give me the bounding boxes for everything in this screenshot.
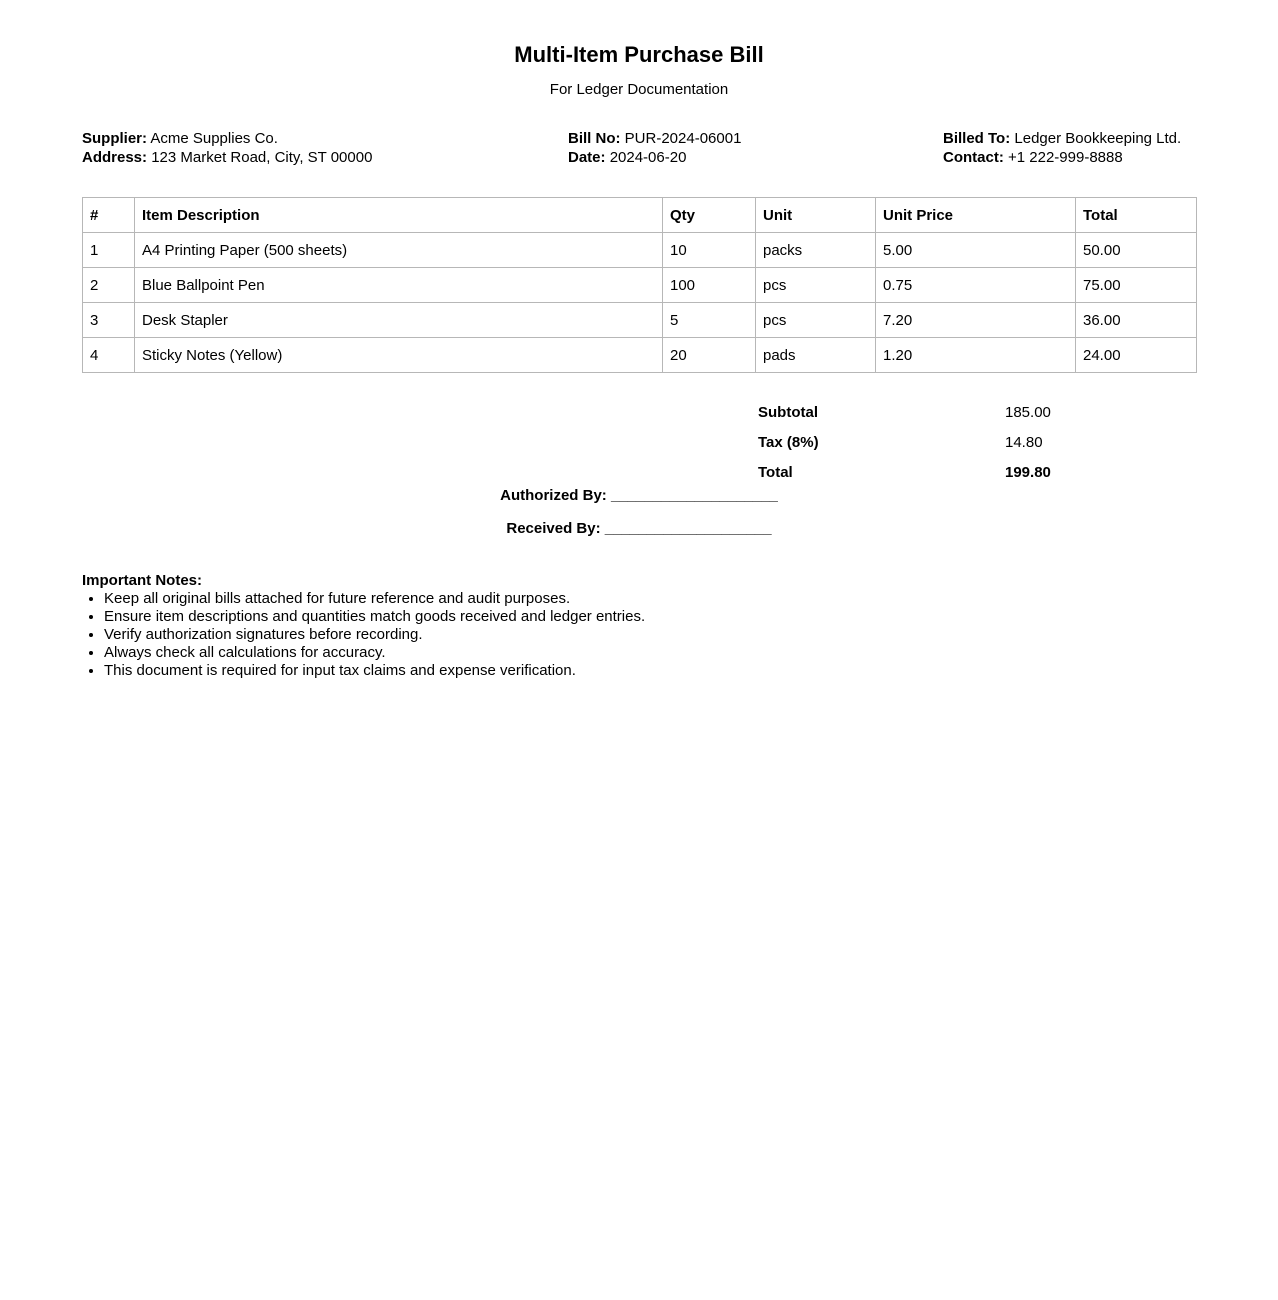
parties-info [82,129,1196,167]
billed-to-block [943,129,1196,167]
note-item: • Keep all original bills attached for future reference and audit purposes. [104,590,1196,608]
table-cell: Blue Ballpoint Pen [135,268,663,303]
bill-no-value: PUR-2024-06001 [624,130,742,147]
table-cell: A4 Printing Paper (500 sheets) [135,233,663,268]
signature-label: Received By: [506,520,605,537]
table-row [83,303,1197,338]
contact-line [943,148,1196,167]
supplier-value: Acme Supplies Co. [150,130,278,147]
column-header: Item Description [135,198,663,233]
bill-block [568,129,943,167]
billed-to-label: Billed To: [943,130,1011,147]
bill-no-line [568,129,943,148]
table-cell: 4 [83,338,135,373]
totals-section [82,397,1196,487]
table-cell: 24.00 [1076,338,1197,373]
note-item: • This document is required for input tax claims and expense verification. [104,662,1196,680]
column-header: # [83,198,135,233]
date-value: 2024-06-20 [609,149,687,166]
table-cell: pcs [756,268,876,303]
note-item: • Always check all calculations for accuracy. [104,644,1196,662]
table-cell: 10 [663,233,756,268]
table-cell: 1 [83,233,135,268]
table-cell: 100 [663,268,756,303]
signature-row [82,487,1196,505]
signature-label: Authorized By: [500,487,611,504]
totals-row [758,427,1196,457]
table-cell: 20 [663,338,756,373]
note-item: • Verify authorization signatures before recording. [104,626,1196,644]
bill-no-label: Bill No: [568,130,621,147]
table-cell: 2 [83,268,135,303]
billed-to-value: Ledger Bookkeeping Ltd. [1014,130,1182,147]
contact-label: Contact: [943,149,1004,166]
totals-row [758,457,1196,487]
table-header-row [83,198,1197,233]
table-cell: 36.00 [1076,303,1197,338]
note-item: • Ensure item descriptions and quantities match goods received and ledger entries. [104,608,1196,626]
date-line [568,148,943,167]
address-line [82,148,568,167]
page-title: Multi-Item Purchase Bill [514,42,764,67]
supplier-block [82,129,568,167]
signature-row [82,520,1196,538]
table-cell: 0.75 [876,268,1076,303]
contact-value: +1 222-999-8888 [1008,149,1123,166]
totals-label: Subtotal [758,403,818,421]
address-label: Address: [82,149,148,166]
signature-line: ____________________ [610,487,778,504]
totals-value: 185.00 [1005,403,1051,421]
table-cell: pcs [756,303,876,338]
column-header: Unit Price [876,198,1076,233]
table-row [83,338,1197,373]
table-cell: 7.20 [876,303,1076,338]
table-cell: 75.00 [1076,268,1197,303]
table-body [83,233,1197,373]
table-cell: 50.00 [1076,233,1197,268]
page-subtitle: For Ledger Documentation [549,81,729,98]
items-table [82,197,1197,373]
date-label: Date: [568,149,606,166]
supplier-line [82,129,568,148]
table-cell: pads [756,338,876,373]
signatures-section [82,487,1196,538]
table-cell: 5 [663,303,756,338]
table-row [83,268,1197,303]
totals-value: 14.80 [1005,433,1043,451]
table-cell: packs [756,233,876,268]
notes-heading: Important Notes: [82,572,202,589]
billed-to-line [943,129,1196,148]
totals-value: 199.80 [1005,463,1051,481]
totals-label: Tax (8%) [758,433,819,451]
column-header: Total [1076,198,1197,233]
table-cell: Sticky Notes (Yellow) [135,338,663,373]
notes-section [82,571,1196,680]
table-cell: 5.00 [876,233,1076,268]
table-row [83,233,1197,268]
table-cell: 3 [83,303,135,338]
table-cell: Desk Stapler [135,303,663,338]
totals-label: Total [758,463,793,481]
signature-line: ____________________ [604,520,772,537]
document-content [0,42,1278,680]
notes-list [82,590,1196,680]
supplier-label: Supplier: [82,130,148,147]
address-value: 123 Market Road, City, ST 00000 [151,149,373,166]
column-header: Qty [663,198,756,233]
table-cell: 1.20 [876,338,1076,373]
column-header: Unit [756,198,876,233]
totals-row [758,397,1196,427]
